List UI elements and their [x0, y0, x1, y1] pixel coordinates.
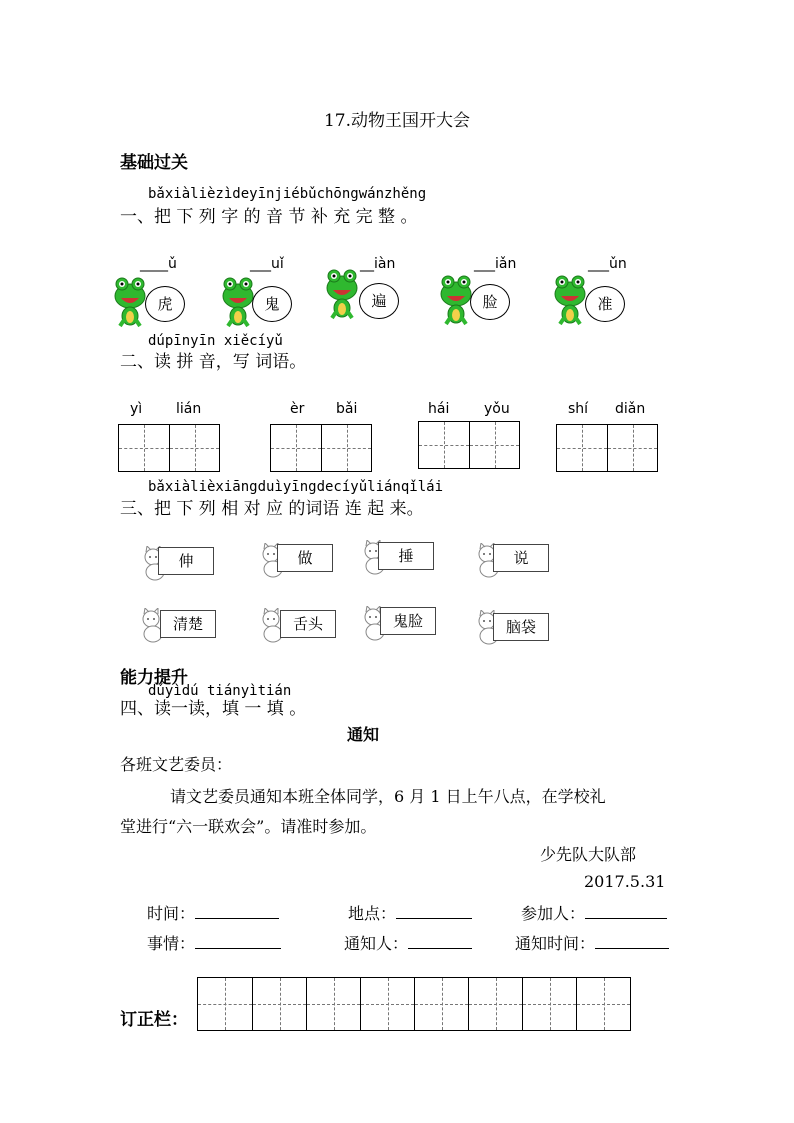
grid-pinyin: yǒu — [484, 401, 510, 417]
writing-grid[interactable] — [556, 424, 658, 472]
writing-grid[interactable] — [118, 424, 220, 472]
notice-signature: 少先队大队部 — [540, 845, 637, 864]
time-blank[interactable] — [195, 918, 279, 919]
writing-grid[interactable] — [270, 424, 372, 472]
correction-grid[interactable] — [197, 977, 631, 1031]
q2-text: 二、读 拼 音，写 词语。 — [120, 352, 307, 372]
field-notice-time — [515, 931, 669, 954]
grid-pinyin: èr — [290, 401, 305, 417]
grid-pinyin: hái — [428, 401, 450, 417]
notice-body-line1: 请文艺委员通知本班全体同学，6 月 1 日上午八点，在学校礼 — [170, 787, 606, 806]
place-blank[interactable] — [396, 918, 472, 919]
field-matter — [147, 931, 281, 954]
word-card[interactable]: 做 — [277, 544, 333, 572]
writing-grid[interactable] — [418, 421, 520, 469]
field-participants — [521, 901, 667, 924]
section-basic: 基础过关 — [120, 153, 188, 173]
participants-blank[interactable] — [585, 918, 667, 919]
frog-icon — [438, 274, 474, 326]
pinyin-blank[interactable]: __iàn — [360, 256, 396, 272]
word-card[interactable]: 说 — [493, 544, 549, 572]
q3-pinyin: bǎxiàlièxiāngduìyīngdecíyǔliánqǐlái — [148, 479, 444, 495]
pinyin-blank[interactable]: ___iǎn — [474, 256, 517, 272]
pinyin-blank[interactable]: ____ǔ — [140, 256, 177, 272]
word-card[interactable]: 伸 — [158, 547, 214, 575]
char-bubble: 准 — [585, 286, 625, 322]
grid-pinyin: lián — [176, 401, 202, 417]
grid-pinyin: diǎn — [615, 401, 646, 417]
pinyin-blank[interactable]: ___uǐ — [250, 256, 284, 272]
field-label: 参加人： — [521, 904, 586, 923]
page-title: 17.动物王国开大会 — [323, 111, 471, 131]
field-label: 事情： — [147, 934, 196, 953]
frog-icon — [220, 276, 256, 328]
frog-icon — [552, 274, 588, 326]
q1-pinyin: bǎxiàlièzìdeyīnjiébǔchōngwánzhěng — [148, 186, 427, 202]
q3-text: 三、把 下 列 相 对 应 的词语 连 起 来。 — [120, 499, 424, 519]
q2-pinyin: dúpīnyīn xiěcíyǔ — [148, 333, 283, 349]
pinyin-blank[interactable]: ___ǔn — [588, 256, 627, 272]
char-bubble: 鬼 — [252, 286, 292, 322]
char-bubble: 遍 — [359, 283, 399, 319]
q1-text: 一、把 下 列 字 的 音 节 补 充 完 整 。 — [120, 207, 418, 227]
word-card[interactable]: 鬼脸 — [380, 607, 436, 635]
grid-pinyin: shí — [568, 401, 589, 417]
q4-pinyin: dúyìdú tiányìtián — [148, 683, 292, 699]
char-bubble: 虎 — [145, 286, 185, 322]
word-card[interactable]: 清楚 — [160, 610, 216, 638]
grid-pinyin: yì — [130, 401, 143, 417]
frog-icon — [324, 268, 360, 320]
word-card[interactable]: 捶 — [378, 542, 434, 570]
notice-title: 通知 — [346, 725, 379, 744]
grid-pinyin: bǎi — [336, 401, 358, 417]
field-place — [348, 901, 472, 924]
char-bubble: 脸 — [470, 284, 510, 320]
notifier-blank[interactable] — [408, 948, 472, 949]
notice-date: 2017.5.31 — [584, 872, 666, 891]
word-card[interactable]: 脑袋 — [493, 613, 549, 641]
field-label: 通知人： — [344, 934, 409, 953]
correction-label: 订正栏： — [120, 1010, 188, 1030]
notice-time-blank[interactable] — [595, 948, 669, 949]
field-time — [147, 901, 279, 924]
notice-salutation: 各班文艺委员： — [120, 755, 233, 774]
q4-text: 四、读一读，填 一 填 。 — [120, 699, 307, 719]
field-label: 时间： — [147, 904, 196, 923]
matter-blank[interactable] — [195, 948, 281, 949]
field-notifier — [344, 931, 472, 954]
section-ability: 能力提升 — [120, 668, 188, 688]
field-label: 通知时间： — [515, 934, 596, 953]
notice-body-line2: 堂进行“六一联欢会”。请准时参加。 — [120, 817, 377, 836]
field-label: 地点： — [348, 904, 397, 923]
frog-icon — [112, 276, 148, 328]
word-card[interactable]: 舌头 — [280, 610, 336, 638]
